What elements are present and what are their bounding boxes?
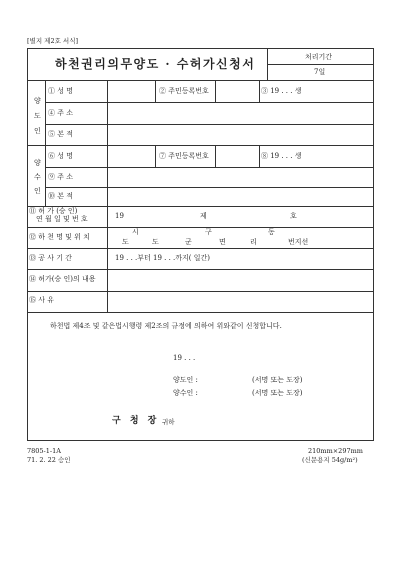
form-tag: [별지 제2호 서식] [27,37,79,45]
permit-je: 제 [200,212,207,220]
application-form [27,48,374,441]
footer-paper: (신문용지 54g/m²) [302,456,358,464]
transferee-signature-label: 양수인 : [173,389,198,397]
addressee-name: 구 청 장 [112,416,160,426]
transferor-group-label-2: 도 [34,112,41,120]
content-label: ⑭ 허가(승 인)의 내용 [29,275,96,283]
river-label: ⑫ 하 천 명 및 위 치 [29,233,90,241]
transferee-name-label: ⑥ 성 명 [48,152,73,160]
permit-year: 19 [115,212,124,220]
transferee-group-label-1: 양 [34,159,41,167]
river-cheon: 도 [122,238,129,246]
transferee-group-label-3: 인 [34,187,41,195]
transferor-group-label-3: 인 [34,127,41,135]
processing-value: 7일 [314,68,326,76]
transferee-group-label-2: 수 [34,173,41,181]
river-dong: 동 [268,228,275,236]
form-title: 하천권리의무양도 · 수허가신청서 [55,57,256,71]
application-statement: 하천법 제4조 및 같은법시행령 제2조의 규정에 의하여 위와같이 신청합니다. [50,322,282,330]
application-date: 19 . . . [173,354,196,362]
transferee-address-label: ⑨ 주 소 [48,173,73,181]
river-beonji: 번지선 [288,238,309,246]
footer-code: 7805-1-1A [27,447,61,455]
transferor-signature-label: 양도인 : [173,376,198,384]
transferor-rrn-label: ② 주민등록번호 [159,87,209,95]
permit-date-label-bottom: 연 월 일 및 번 호 [36,215,88,223]
river-gu: 구 [205,228,212,236]
footer-size: 210mm×297mm [308,447,363,455]
period-label: ⑬ 공 사 기 간 [29,254,72,262]
transferor-name-label: ① 성 명 [48,87,73,95]
footer-approval: 71. 2. 22 승인 [27,456,71,464]
river-myeon: 면 [219,238,226,246]
reason-label: ⑮ 사 유 [29,296,54,304]
permit-date-label-top: ⑪ 허 가 (승 인) [29,207,78,215]
transferor-address-label: ④ 주 소 [48,109,73,117]
transferor-signature-hint: (서명 또는 도장) [252,376,303,384]
river-si: 시 [132,228,139,236]
transferee-rrn-label: ⑦ 주민등록번호 [159,152,209,160]
transferee-domicile-label: ⑩ 본 적 [48,192,73,200]
processing-label: 처리기간 [305,53,333,61]
river-ri: 리 [250,238,257,246]
transferee-birth-label: ⑧ 19 . . . 생 [261,152,302,160]
transferor-birth-label: ③ 19 . . . 생 [261,87,302,95]
transferee-signature-hint: (서명 또는 도장) [252,389,303,397]
permit-ho: 호 [290,212,297,220]
river-gun: 군 [185,238,192,246]
transferor-group-label-1: 양 [34,97,41,105]
period-value: 19 . . .부터 19 . . .까지( 일간) [115,254,210,262]
transferor-domicile-label: ⑤ 본 적 [48,130,73,138]
addressee-suffix: 귀하 [162,418,175,426]
river-do: 도 [152,238,159,246]
